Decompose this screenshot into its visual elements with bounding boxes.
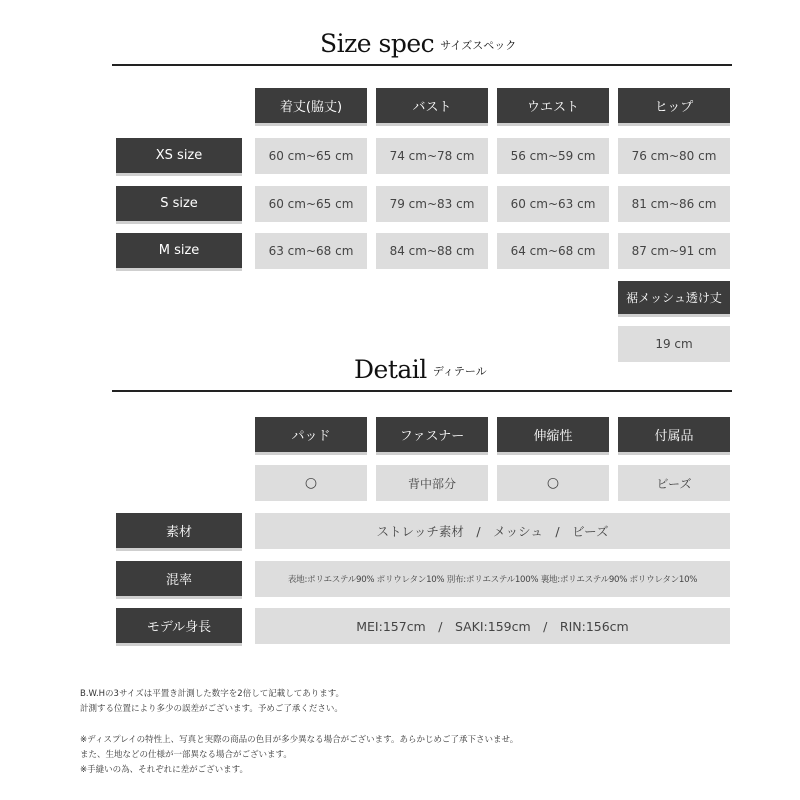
note-line-1: B.W.Hの3サイズは平置き計測した数字を2倍して記載してあります。 [80, 689, 345, 699]
size-spec-divider [112, 64, 732, 66]
size-spec-heading [320, 24, 580, 58]
size-cell-s-waist: 60 cm~63 cm [497, 186, 609, 222]
size-cell-s-length: 60 cm~65 cm [255, 186, 367, 222]
size-cell-xs-waist: 56 cm~59 cm [497, 138, 609, 174]
size-extra-label: 裾メッシュ透け丈 [618, 281, 730, 317]
detail-value-zipper: 背中部分 [376, 465, 488, 501]
note-line-5: ※手縫いの為、それぞれに差がございます。 [80, 765, 248, 775]
size-row-label-m: M size [116, 233, 242, 271]
note-line-2: 計測する位置により多少の誤差がございます。予めご了承ください。 [80, 704, 343, 714]
size-header-length: 着丈(脇丈) [255, 88, 367, 126]
detail-row-value-model-height: MEI:157cm / SAKI:159cm / RIN:156cm [255, 608, 730, 644]
size-cell-s-hip: 81 cm~86 cm [618, 186, 730, 222]
detail-row-value-material: ストレッチ素材 / メッシュ / ビーズ [255, 513, 730, 549]
note-line-3: ※ディスプレイの特性上、写真と実際の商品の色目が多少異なる場合がございます。あらかじめご了承下さいませ。 [80, 735, 519, 745]
detail-row-value-composition: 表地:ポリエステル90% ポリウレタン10% 別布:ポリエステル100% 裏地:ポリエステル90% ポリウレタン10% [255, 561, 730, 597]
detail-value-pad: ○ [255, 465, 367, 501]
size-row-label-xs: XS size [116, 138, 242, 176]
size-cell-m-hip: 87 cm~91 cm [618, 233, 730, 269]
size-cell-xs-hip: 76 cm~80 cm [618, 138, 730, 174]
detail-value-accessory: ビーズ [618, 465, 730, 501]
size-extra-value: 19 cm [618, 326, 730, 362]
detail-subtitle: ディテール [432, 365, 487, 378]
size-spec-title: Size spec [320, 29, 435, 58]
size-cell-xs-bust: 74 cm~78 cm [376, 138, 488, 174]
detail-title: Detail [354, 355, 427, 384]
detail-header-stretch: 伸縮性 [497, 417, 609, 455]
size-cell-m-length: 63 cm~68 cm [255, 233, 367, 269]
note-line-4: また、生地などの仕様が一部異なる場合がございます。 [80, 750, 292, 760]
size-header-waist: ウエスト [497, 88, 609, 126]
detail-header-accessory: 付属品 [618, 417, 730, 455]
size-spec-subtitle: サイズスペック [440, 39, 517, 52]
size-header-bust: バスト [376, 88, 488, 126]
size-cell-m-bust: 84 cm~88 cm [376, 233, 488, 269]
detail-value-stretch: ○ [497, 465, 609, 501]
detail-header-pad: パッド [255, 417, 367, 455]
detail-row-label-model-height: モデル身長 [116, 608, 242, 646]
detail-header-zipper: ファスナー [376, 417, 488, 455]
size-cell-s-bust: 79 cm~83 cm [376, 186, 488, 222]
detail-row-label-composition: 混率 [116, 561, 242, 599]
size-row-label-s: S size [116, 186, 242, 224]
detail-row-label-material: 素材 [116, 513, 242, 551]
detail-heading [354, 350, 554, 384]
detail-divider [112, 390, 732, 392]
size-cell-xs-length: 60 cm~65 cm [255, 138, 367, 174]
size-cell-m-waist: 64 cm~68 cm [497, 233, 609, 269]
size-header-hip: ヒップ [618, 88, 730, 126]
